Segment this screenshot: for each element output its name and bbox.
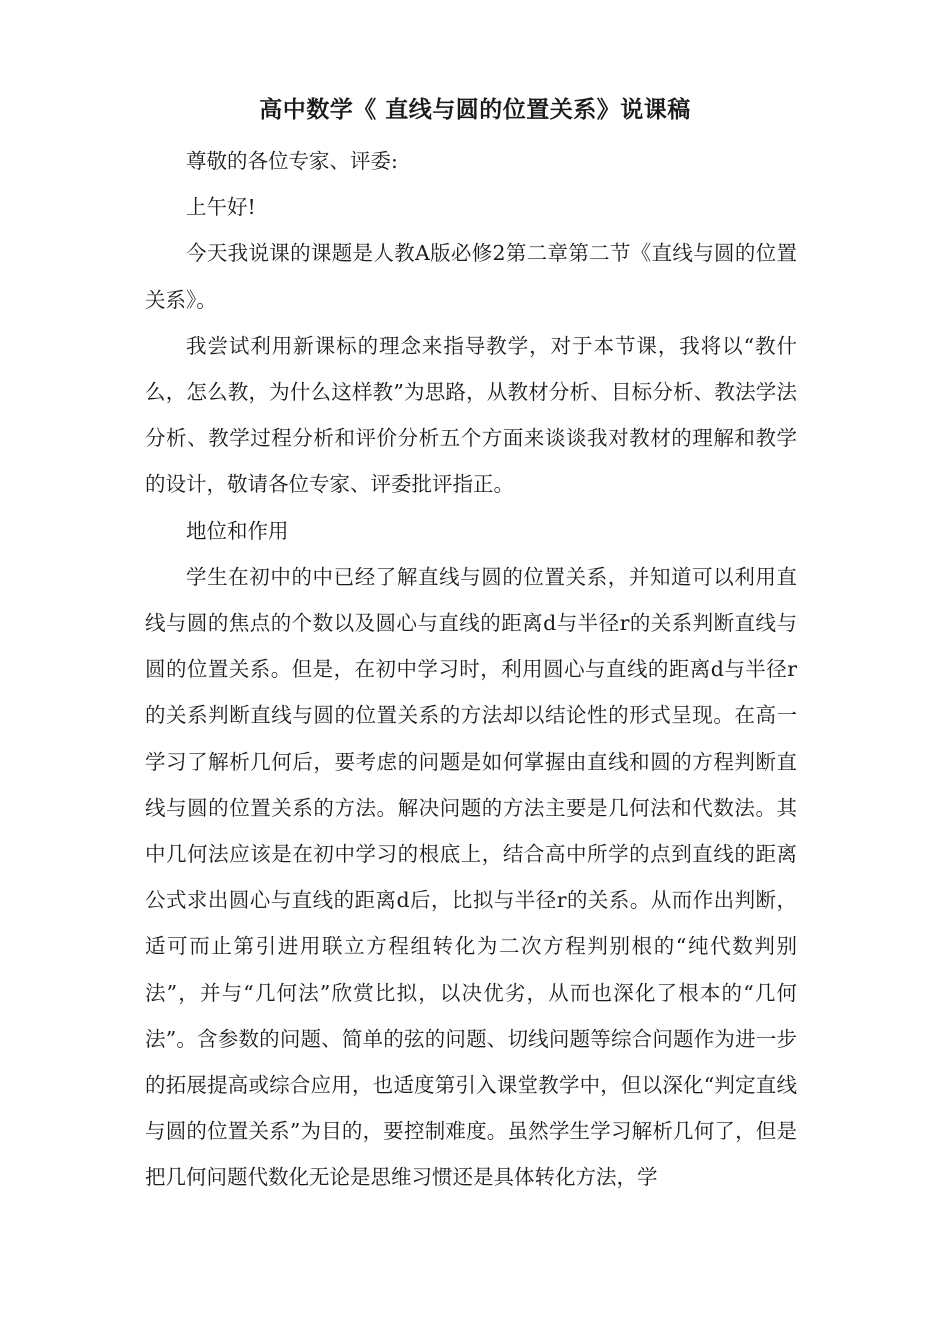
paragraph-topic: 今天我说课的课题是人教A版必修2第二章第二节《直线与圆的位置关系》。 [145,241,797,312]
document-title: 高中数学《 直线与圆的位置关系》说课稿 [259,96,691,123]
paragraph-approach: 我尝试利用新课标的理念来指导教学，对于本节课，我将以“教什么，怎么教，为什么这样教”为思路，从教材分析、目标分析、教法学法分析、教学过程分析和评价分析五个方面来谈谈我对教材的理解和教学的设计，敬请各位专家、评委批评指正。 [145,333,797,497]
paragraph-analysis: 学生在初中的中已经了解直线与圆的位置关系，并知道可以利用直线与圆的焦点的个数以及圆心与直线的距离d与半径r的关系判断直线与圆的位置关系。但是，在初中学习时，利用圆心与直线的距离d与半径r的关系判断直线与圆的位置关系的方法却以结论性的形式呈现。在高一学习了解析几何后，要考虑的问题是如何掌握由直线和圆的方程判断直线与圆的位置关系的方法。解决问题的方法主要是几何法和代数法。其中几何法应该是在初中学习的根底上，结合高中所学的点到直线的距离公式求出圆心与直线的距离d后，比拟与半径r的关系。从而作出判断，适可而止第引进用联立方程组转化为二次方程判别根的“纯代数判别法”，并与“几何法”欣赏比拟，以决优劣，从而也深化了根本的“几何法”。含参数的问题、简单的弦的问题、切线问题等综合问题作为进一步的拓展提高或综合应用，也适度第引入课堂教学中，但以深化“判定直线与圆的位置关系”为目的，要控制难度。虽然学生学习解析几何了，但是把几何问题代数化无论是思维习惯还是具体转化方法，学 [145,564,797,1190]
document-body [145,138,797,1201]
paragraph-greeting: 上午好! [186,195,256,220]
section-heading-position-role: 地位和作用 [186,518,289,543]
paragraph-salutation: 尊敬的各位专家、评委: [186,149,398,173]
